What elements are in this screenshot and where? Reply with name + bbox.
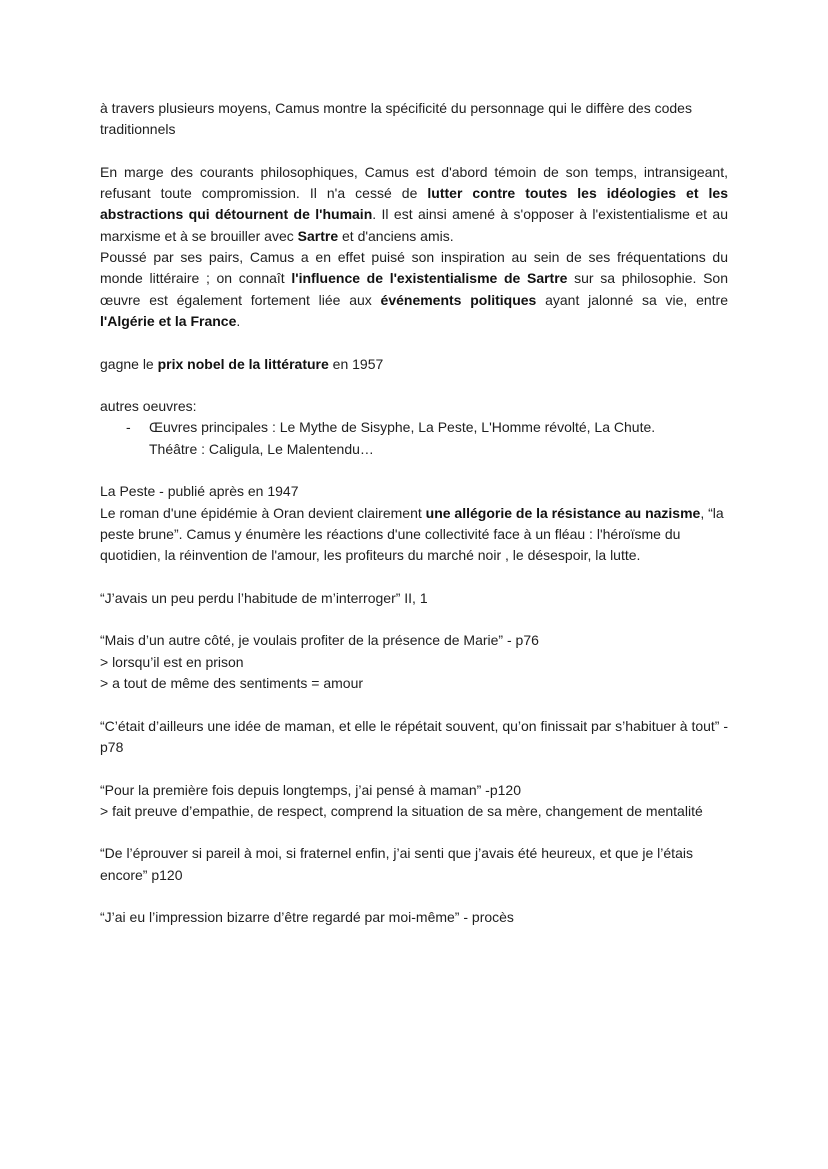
bio-bold-struggle: lutter contre toutes les idéologies et les abstractions qui détournent de l'humain bbox=[100, 185, 728, 223]
nobel-text: gagne le bbox=[100, 355, 158, 372]
peste-text: , “la peste brune”. Camus y énumère les réactions d'une collectivité face à un fléau : l'héroïsme du quotidien, la réinvention de l'amour, les profiteurs du marché noir , le désespoir, la lutte. bbox=[100, 504, 724, 564]
spacer bbox=[100, 332, 728, 353]
bio-text: sur sa philosophie. Son œuvre est également fortement liée aux bbox=[100, 270, 729, 308]
bio-text: et d'anciens amis. bbox=[338, 227, 454, 244]
quote-2: “Mais d’un autre côté, je voulais profiter de la présence de Marie” - p76 bbox=[100, 632, 539, 649]
peste-title: La Peste - publié après en 1947 bbox=[100, 483, 299, 500]
quote-2-note-2: > a tout de même des sentiments = amour bbox=[100, 675, 364, 692]
bio-bold-countries: l'Algérie et la France bbox=[100, 312, 237, 329]
bio-paragraph-1 bbox=[100, 162, 728, 247]
bio-text: . Il est ainsi amené à s'opposer à l'existentialisme et au marxisme et à se brouiller avec bbox=[100, 206, 728, 244]
peste-paragraph bbox=[100, 503, 728, 567]
spacer bbox=[100, 822, 728, 843]
works-line-1: Œuvres principales : Le Mythe de Sisyphe, La Peste, L'Homme révolté, La Chute. bbox=[149, 419, 656, 436]
bio-text: . bbox=[236, 312, 241, 329]
works-line-2: Théâtre : Caligula, Le Malentendu… bbox=[149, 440, 374, 457]
quote-1: “J’avais un peu perdu l’habitude de m’interroger” II, 1 bbox=[100, 589, 428, 606]
spacer bbox=[100, 567, 728, 588]
list-dash: - bbox=[126, 419, 131, 436]
bio-text: ayant jalonné sa vie, entre bbox=[536, 291, 728, 308]
bio-text: Poussé par ses pairs, Camus a en effet puisé son inspiration au sein de ses fréquentations du monde littéraire ; on connaît bbox=[100, 249, 728, 287]
intro-paragraph: à travers plusieurs moyens, Camus montre la spécificité du personnage qui le diffère des codes traditionnels bbox=[100, 100, 692, 138]
spacer bbox=[100, 886, 728, 907]
quote-6: “J’ai eu l’impression bizarre d’être regardé par moi-même” - procès bbox=[100, 909, 514, 926]
quote-4: “Pour la première fois depuis longtemps, j’ai pensé à maman” -p120 bbox=[100, 781, 521, 798]
nobel-line bbox=[100, 354, 728, 375]
bio-text: En marge des courants philosophiques, Camus est d'abord témoin de son temps, intransigeant, refusant toute compromission. Il n'a cessé de bbox=[100, 163, 728, 202]
quote-3: “C’était d’ailleurs une idée de maman, et elle le répétait souvent, qu’on finissait par s’habituer à tout” - p78 bbox=[100, 717, 729, 755]
document-page bbox=[100, 98, 728, 929]
bio-paragraph-2 bbox=[100, 247, 728, 332]
nobel-text: en 1957 bbox=[328, 355, 384, 372]
spacer bbox=[100, 141, 728, 162]
spacer bbox=[100, 460, 728, 481]
quote-5: “De l’éprouver si pareil à moi, si fraternel enfin, j’ai senti que j’avais été heureux, et que je l’étais encore” p120 bbox=[100, 845, 693, 883]
bio-bold-sartre: Sartre bbox=[297, 227, 339, 244]
quote-2-note-1: > lorsqu’il est en prison bbox=[100, 653, 244, 670]
works-heading: autres oeuvres: bbox=[100, 398, 197, 415]
bio-bold-influence: l'influence de l'existentialisme de Sartre bbox=[291, 270, 568, 287]
spacer bbox=[100, 758, 728, 779]
spacer bbox=[100, 375, 728, 396]
nobel-bold: prix nobel de la littérature bbox=[157, 355, 329, 372]
works-list bbox=[100, 417, 728, 460]
list-item bbox=[100, 417, 728, 460]
peste-bold: une allégorie de la résistance au nazisme bbox=[425, 504, 701, 521]
spacer bbox=[100, 694, 728, 715]
quote-4-note-1: > fait preuve d’empathie, de respect, comprend la situation de sa mère, changement de mentalité bbox=[100, 802, 703, 819]
spacer bbox=[100, 609, 728, 630]
bio-bold-events: événements politiques bbox=[380, 291, 537, 308]
peste-text: Le roman d'une épidémie à Oran devient clairement bbox=[100, 504, 426, 521]
